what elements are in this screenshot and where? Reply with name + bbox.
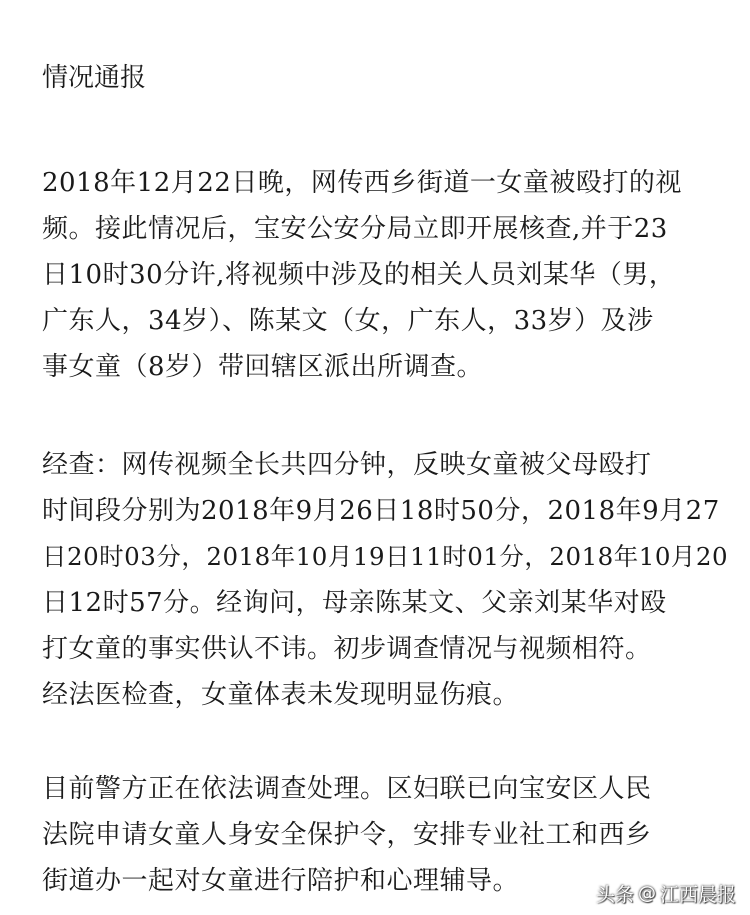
paragraph-line: 经查：网传视频全长共四分钟，反映女童被父母殴打 (42, 450, 652, 480)
paragraph-line: 广东人，34岁）、陈某文（女，广东人，33岁）及涉 (42, 306, 654, 336)
paragraph-line: 2018年12月22日晚，网传西乡街道一女童被殴打的视 (42, 168, 682, 198)
watermark-account: 江西晨报 (659, 884, 736, 906)
paragraph-incident (42, 160, 732, 390)
paragraph-line: 频。接此情况后，宝安公安分局立即开展核查,并于23 (42, 214, 668, 244)
paragraph-line: 经法医检查，女童体表未发现明显伤痕。 (42, 680, 520, 710)
watermark-at-sign: @ (637, 883, 656, 904)
paragraph-line: 街道办一起对女童进行陪护和心理辅导。 (42, 866, 520, 896)
watermark-prefix: 头条 (595, 884, 634, 906)
paragraph-line: 事女童（8岁）带回辖区派出所调查。 (42, 352, 484, 382)
notice-title: 情况通报 (42, 63, 147, 93)
paragraph-line: 目前警方正在依法调查处理。区妇联已向宝安区人民 (42, 774, 652, 804)
paragraph-line: 日20时03分，2018年10月19日11时01分，2018年10月20 (42, 542, 729, 571)
paragraph-line: 时间段分别为2018年9月26日18时50分，2018年9月27 (42, 496, 720, 526)
paragraph-line: 日10时30分许,将视频中涉及的相关人员刘某华（男， (42, 260, 676, 290)
paragraph-line: 日12时57分。经询问，母亲陈某文、父亲刘某华对殴 (42, 588, 667, 618)
paragraph-line: 法院申请女童人身安全保护令，安排专业社工和西乡 (42, 820, 652, 850)
paragraph-investigation (42, 442, 732, 718)
watermark (596, 880, 736, 907)
paragraph-line: 打女童的事实供认不讳。初步调查情况与视频相符。 (42, 634, 652, 664)
